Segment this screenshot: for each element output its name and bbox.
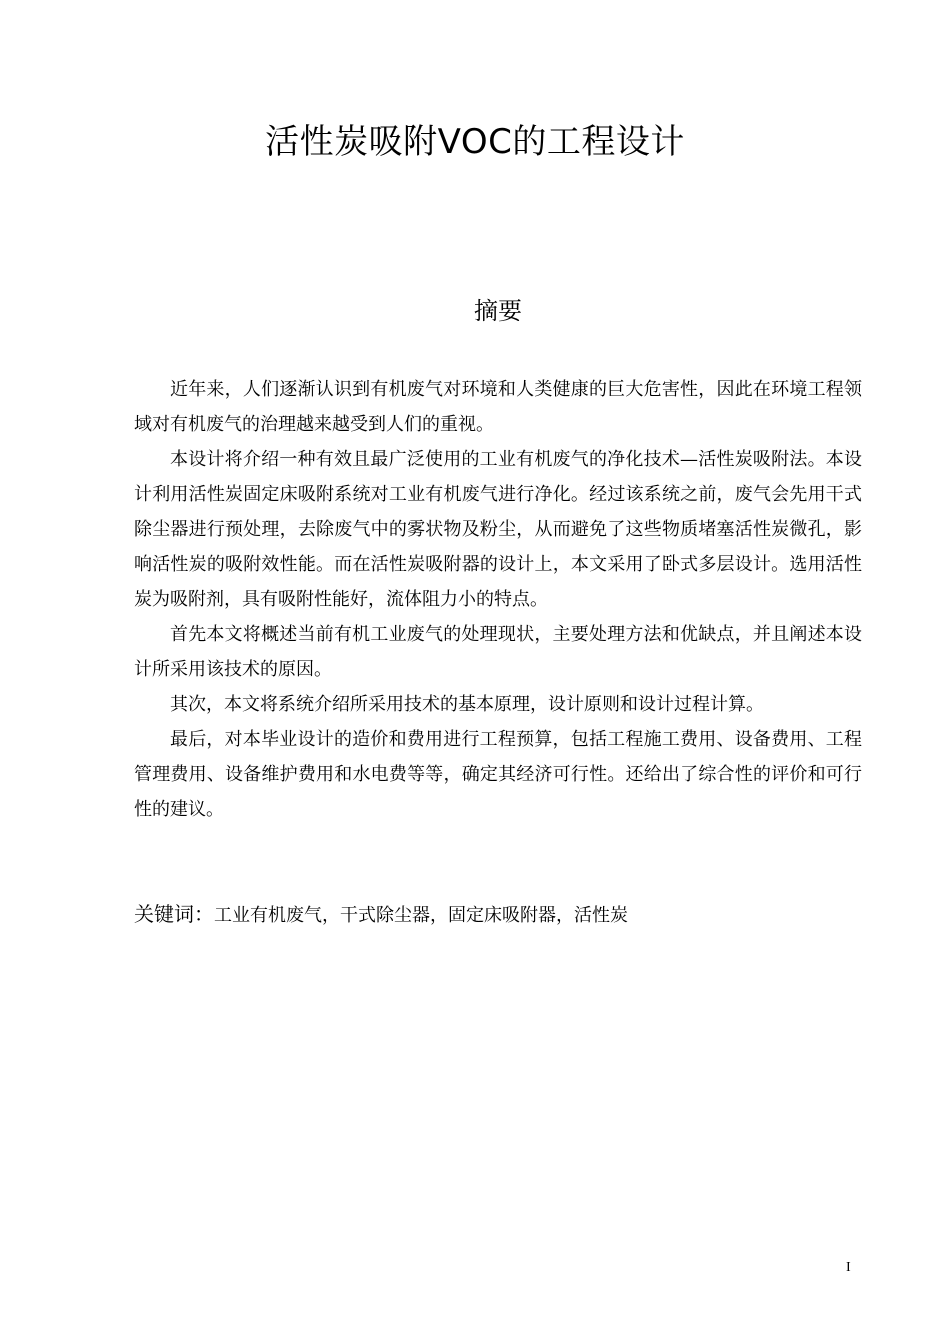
keywords-line [134,897,862,934]
keywords-value: 工业有机废气，干式除尘器，固定床吸附器，活性炭 [214,905,628,926]
abstract-paragraph-5: 最后，对本毕业设计的造价和费用进行工程预算，包括工程施工费用、设备费用、工程管理费用、设备维护费用和水电费等等，确定其经济可行性。还给出了综合性的评价和可行性的建议。 [134,729,862,820]
abstract-body [134,372,862,827]
abstract-heading: 摘要 [474,297,522,325]
document-title: 活性炭吸附VOC的工程设计 [265,122,685,162]
abstract-paragraph-3: 首先本文将概述当前有机工业废气的处理现状，主要处理方法和优缺点，并且阐述本设计所采用该技术的原因。 [134,624,862,680]
abstract-paragraph-2: 本设计将介绍一种有效且最广泛使用的工业有机废气的净化技术—活性炭吸附法。本设计利用活性炭固定床吸附系统对工业有机废气进行净化。经过该系统之前，废气会先用干式除尘器进行预处理，去除废气中的雾状物及粉尘，从而避免了这些物质堵塞活性炭微孔，影响活性炭的吸附效性能。而在活性炭吸附器的设计上，本文采用了卧式多层设计。选用活性炭为吸附剂，具有吸附性能好，流体阻力小的特点。 [134,449,862,610]
abstract-paragraph-1: 近年来，人们逐渐认识到有机废气对环境和人类健康的巨大危害性，因此在环境工程领域对有机废气的治理越来越受到人们的重视。 [134,379,862,435]
abstract-paragraph-4: 其次，本文将系统介绍所采用技术的基本原理，设计原则和设计过程计算。 [170,694,764,715]
keywords-label: 关键词： [134,902,214,926]
page-number: I [846,1260,851,1275]
